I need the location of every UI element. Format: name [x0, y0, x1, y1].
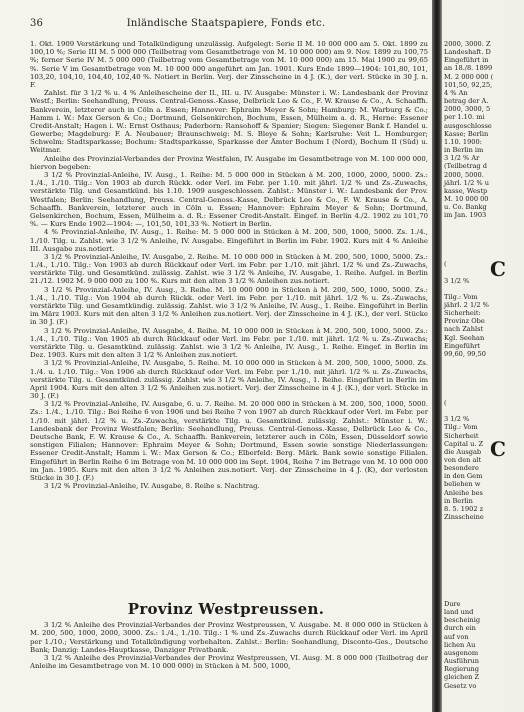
text-line	[444, 285, 524, 293]
text-line: Ausführun	[444, 657, 479, 666]
text-line: auf von	[444, 632, 469, 641]
section-initial: C	[490, 257, 506, 281]
text-line: land und	[444, 608, 474, 617]
text-line	[444, 268, 524, 276]
paragraph: Anleihe des Provinzial-Verbandes der Provinz Westfalen, IV. Ausgabe im Gesamtbetrage von M. 100 000 000, hiervon begeben:	[30, 154, 428, 171]
section-initial: C	[490, 437, 506, 461]
text-line: (	[444, 398, 447, 407]
text-line: 3 1/2 %	[444, 415, 470, 424]
text-line: M. 2 000 000 (	[444, 72, 494, 81]
text-line: Dure	[444, 600, 461, 608]
text-line	[444, 366, 524, 374]
section-heading: Provinz Westpreussen.	[127, 600, 325, 618]
paragraph: 3 1/2 % Provinzial-Anleihe, IV. Ausgabe, 8. Reihe s. Nachtrag.	[44, 482, 260, 491]
text-line: Eingeführt	[444, 341, 481, 350]
page-number: 36	[30, 18, 44, 29]
text-line: (	[444, 260, 447, 269]
text-line: besondere	[444, 464, 479, 473]
text-line: durch ein	[444, 624, 476, 633]
paragraph: 3 1/2 % Provinzial-Anleihe, IV. Ausgabe, 2. Reihe. M. 10 000 000 in Stücken à M. 200, 500, 1000, 5000. Zs.: 1./4., 1./10. Tilg.: Von 1903 ab durch Rückkauf oder Verl. im Febr. per 1./10. mit jährl. 1/2 % und Zs.-Zuwachs, verstärkte Tilg. und Gesamtkünd. zulässig. Zahlst. wie 3 1/2 % Anleihe, IV. Ausgabe, 1. Reihe. Aufgel. in Berlin 21./12. 1902 M. 9 000 000 zu 100 %. Kurs mit den alten 3 1/2 % Anleihen zus.notiert.	[30, 252, 428, 286]
paragraph: 3 1/2 % Anleihe des Provinzial-Verbandes der Provinz Westpreussen, V. Ausgabe. M. 8 000 000 in Stücken à M. 200, 500, 1000, 2000, 3000. Zs.: 1./4., 1./10. Tilg.: 1 % und Zs.-Zuwachs durch Rückkauf oder Verl. im April per 1./10.; Verstärkung und Totalkündigung vorbehalten. Zahlst.: Berlin: Seehandlung, Disconto-Ges., Deutsche Bank; Danzig: Landes-Hauptkasse, Danziger Privatbank.	[30, 621, 428, 654]
westpreussen-text	[30, 621, 428, 671]
text-line: Tilg.: Vom	[444, 292, 478, 301]
text-line: 3 1/2 % Ar	[444, 154, 480, 163]
text-line: (Teilbetrag d	[444, 162, 487, 171]
text-line: ausgenom	[444, 648, 479, 657]
text-line: 2000, 3000, 5	[444, 105, 491, 114]
text-line	[444, 219, 524, 227]
text-line: u. Co. Bankg	[444, 203, 487, 212]
text-line: beliehen w	[444, 480, 481, 489]
text-line: jährl. 1/2 % u	[444, 178, 489, 187]
text-line: ausgeschlosse	[444, 121, 492, 130]
text-line: Kgl. Seehan	[444, 333, 485, 342]
text-line: jährl. 2 1/2 %	[444, 301, 489, 309]
text-line: die Ausgab	[444, 447, 482, 456]
body-text	[30, 40, 428, 490]
paragraph: Zahlst. für 3 1/2 % u. 4 % Anleihescheine der II., III. u. IV. Ausgabe: Münster i. W.: Landesbank der Provinz Westf.; Berlin: Seehandlung, Preuss. Central-Genoss.-Kasse, Delbrück Leo & Co., F. W. Krause & Co., A. Schaaffh. Bankverein, letzterer auch in Cöln a. Essen; Hannover: Ephraim Meyer & Sohn; Hamburg: M. Warburg & Co.; Hamm i. W.: Max Gerson & Co.; Dortmund, Gelsenkirchen, Bochum, Essen, Mülheim a. d. R., Herne: Essener Credit-Anstalt; Hagen i. W.: Ernst Osthaus; Paderborn: Ransohoff & Spanier; Siegen: Siegener Bank f. Handel u. Gewerbe; Magdeburg: F. A. Neubauer; Braunschweig: M. S. Bleye & Sohn; Karlsruhe: Veit L. Homburger; Schwelm: Stadtsparkasse; Bochum: Stadtsparkasse, Sparkasse der Ämter Bochum I (Nord), Bochum II (Süd) u. Weitmar.	[30, 89, 428, 155]
text-line: Capital u. Z	[444, 439, 484, 448]
text-line: 2000, 5000.	[444, 170, 484, 179]
book-gutter	[432, 0, 442, 712]
text-line: per 1.10. mi	[444, 113, 485, 122]
text-line: 4 % An	[444, 88, 468, 97]
text-line	[444, 236, 524, 244]
text-line: Provinz Obe	[444, 317, 485, 326]
text-line: 8. 5. 1902 z	[444, 504, 484, 513]
text-line: kasse, Westp	[444, 186, 488, 195]
text-line	[444, 407, 524, 415]
paragraph: 3 1/2 % Provinzial-Anleihe, IV. Ausg., 1. Reihe: M. 5 000 000 in Stücken à M. 200, 1000, 2000, 5000. Zs.: 1./4., 1./10. Tilg.: Von 1903 ab durch Rückk. oder Verl. im Febr. per 1.10. mit jährl. 1/2 % und Zs.-Zuwachs, verstärkte Tilg. und Gesamtkünd. bis 1.10. 1909 ausgeschlossen. Zahlst.: Münster i. W.: Landesbank der Prov. Westfalen; Berlin: Seehandlung, Preuss. Central-Genoss.-Kasse, Delbrück Leo & Co., F. W. Krause & Co., A. Schaaffh. Bankverein, letzterer auch in Cöln u. Essen; Hannover: Ephraim Meyer & Sohn; Dortmund, Gelsenkirchen, Bochum, Essen, Mülheim a. d. R.: Essener Credit-Anstalt. Eingef. in Berlin 4./2. 1902 zu 101,70 %. — Kurs Ende 1902—1904: —, 101,50, 101,33 %. Notiert in Berlin.	[30, 171, 428, 229]
right-page-bottom-text	[444, 600, 524, 690]
text-line: gleichen Z	[444, 673, 480, 682]
text-line: Zinsscheine	[444, 513, 484, 522]
text-line: Regierung	[444, 665, 479, 674]
page-header	[30, 18, 422, 32]
text-line: 3 1/2 %	[444, 276, 470, 285]
text-line: in den Gem	[444, 472, 483, 481]
text-line: von den alt	[444, 455, 482, 464]
text-line: M. 10 000 00	[444, 194, 489, 203]
text-line: 2000, 3000. Z	[444, 40, 491, 48]
paragraph: 3 1/2 % Provinzial-Anleihe, IV. Ausgabe, 6. u. 7. Reihe. M. 20 000 000 in Stücken à M. 200, 500, 1000, 5000. Zs.: 1./4., 1./10. Tilg.: Bei Reihe 6 von 1906 und bei Reihe 7 von 1907 ab durch Rückkauf oder Verl. im Febr. per 1./10. mit jährl. 1/2 % u. Zs.-Zuwachs, verstärkte Tilg. u. Gesamtkünd. zulässig. Zahlst.: Münster i. W.: Landesbank der Provinz Westfalen; Berlin: Seehandlung, Preuss. Central-Genoss.-Kasse, Delbrück Leo & Co., Deutsche Bank, F. W. Krause & Co., A. Schaaffh. Bankverein, letzterer auch in Cöln, Essen, Düsseldorf sowie sonstigen Filialen; Hannover: Ephraim Meyer & Sohn; Dortmund, Essen sowie sonstige Niederlassungen: Essener Credit-Anstalt; Hamm i. W.: Max Gerson & Co.; Elberfeld: Berg. Märk. Bank sowie sonstige Filialen. Eingeführt in Berlin Reihe 6 im Betrage von M. 10 000 000 im Sept. 1904, Reihe 7 im Betrage von M. 10 000 000 im Jan. 1905. Kurs mit den alten 3 1/2 % Anleihen zus.notiert. Verj. der Zinsscheine in 4 J. (K), der verlosten Stücke in 30 J. (F.)	[30, 400, 428, 482]
text-line: Anleihe bes	[444, 488, 483, 497]
text-line: 101,50, 92,25,	[444, 80, 493, 89]
text-line: bescheinig	[444, 616, 481, 625]
text-line: Kasse; Berlin	[444, 129, 489, 138]
text-line	[444, 228, 524, 236]
paragraph: 3 1/2 % Provinzial-Anleihe, IV. Ausgabe, 4. Reihe. M. 10 000 000 in Stücken à M. 200, 500, 1000, 5000. Zs.: 1./4., 1./10. Tilg.: Von 1905 ab durch Rückkauf oder Verl. im Febr. per 1./10. mit jährl. 1/2 % u. Zs.-Zuwachs; verstärkte Tilg. u. Gesamtkünd. zulässig. Zahlst. wie 3 1/2 % Anleihe, IV. Ausg., 1. Reihe. Eingef. in Berlin im Dez. 1903. Kurs mit den alten 3 1/2 % Anleihen zus.notiert.	[30, 326, 428, 360]
text-line: 1.10. 1900:	[444, 137, 482, 146]
text-line: Landeshaft. D	[444, 48, 491, 57]
text-line: an 18./8. 1899	[444, 64, 493, 73]
text-line	[444, 244, 524, 252]
running-title: Inländische Staatspapiere, Fonds etc.	[126, 18, 326, 29]
text-line	[444, 391, 524, 399]
text-line: Sicherheit:	[444, 309, 481, 318]
text-line: im Jan. 1903	[444, 211, 487, 220]
text-line: Gesetz vo	[444, 681, 477, 690]
text-line	[444, 252, 524, 260]
text-line	[444, 374, 524, 382]
right-page-text	[444, 40, 524, 521]
paragraph: 1. Okt. 1909 Verstärkung und Totalkündigung unzulässig. Aufgelegt: Serie II M. 10 000 000 am 5. Okt. 1899 zu 100,10 %; Serie III M. 5 000 000 (Teilbetrag vom Gesamtbetrage von M. 10 000 000) am 9. Nov. 1899 zu 100,75 %; ferner Serie IV M. 5 000 000 (Teilbetrag vom Gesamtbetrage von M. 10 000 000) am 15. Mai 1900 zu 99,65 %. Serie V im Gesamtbetrage von M. 10 000 000 angeführt am Jan. 1901. Kurs Ende 1899—1904: 101,80, 101, 103,20, 104,10, 104,40, 102,40 %. Notiert in Berlin. Verj. der Zinsscheine in 4 J. (K.), der verl. Stücke in 30 J. n. F.	[30, 40, 428, 89]
text-line: betrag der A.	[444, 97, 489, 106]
text-line: Sicherheit	[444, 431, 479, 440]
paragraph: 3 1/2 % Provinzial-Anleihe, IV. Ausgabe, 5. Reihe. M. 10 000 000 in Stücken à M. 200, 500, 1000, 5000. Zs. 1./4. u. 1./10. Tilg.: Von 1906 ab durch Rückkauf oder Verl. im Febr. per 1./10. mit jährl. 1/2 % u. Zs.-Zuwachs, verstärkte Tilg. u. Gesamtkünd. zulässig. Zahlst. wie 3 1/2 % Anleihe, IV. Ausg., 1. Reihe. Eingeführt in Berlin im April 1904. Kurs mit den alten 3 1/2 % Anleihen zus.notiert. Verj. der Zinsscheine in 4 J. (K.), der verl. Stücke in 30 J. (F.)	[30, 359, 428, 401]
text-line: lichen Au	[444, 640, 476, 649]
text-line: Eingeführt in	[444, 56, 489, 65]
text-line	[444, 383, 524, 391]
text-line: Tilg.: Vom	[444, 423, 478, 432]
text-line: in Berlin	[444, 496, 473, 505]
text-line	[444, 358, 524, 366]
text-line: nach Zahlst	[444, 325, 484, 334]
text-line: 99,60, 99,50	[444, 349, 486, 358]
paragraph: 4 % Provinzial-Anleihe, IV. Ausg., 1. Reihe: M. 5 000 000 in Stücken à M. 200, 500, 1000, 5000. Zs. 1./4., 1./10. Tilg. u. Zahlst. wie 3 1/2 % Anleihe, IV. Ausgabe. Eingeführt in Berlin im Febr. 1902. Kurs mit 4 % Anleihe III. Ausgabe zus.notiert.	[30, 228, 428, 253]
text-line: in Berlin im	[444, 146, 484, 155]
paragraph: 3 1/2 % Provinzial-Anleihe, IV. Ausg., 3. Reihe. M. 10 000 000 in Stücken à M. 200, 500, 1000, 5000. Zs.: 1./4., 1./10. Tilg.: Von 1904 ab durch Rückk. oder Verl. im Febr. per 1./10. mit jährl. 1/2 % u. Zs.-Zuwachs, verstärkte Tilg. und Gesamtkündig. zulässig. Zahlst. wie 3 1/2 % Anleihe, IV. Ausg., 1. Reihe. Eingeführt in Berlin im März 1903. Kurs mit den alten 3 1/2 % Anleihen zus.notiert. Verj. der Zinsscheine in 4 J. (K.), der verl. Stücke in 30 J. (F.)	[30, 285, 428, 327]
right-page	[442, 0, 504, 712]
paragraph: 3 1/2 % Anleihe des Provinzial-Verbandes der Provinz Westpreussen, VI. Ausg. M. 8 000 000 (Teilbetrag der Anleihe im Gesamtbetrage von M. 10 000 000) in Stücken à M. 500, 1000,	[30, 654, 428, 671]
